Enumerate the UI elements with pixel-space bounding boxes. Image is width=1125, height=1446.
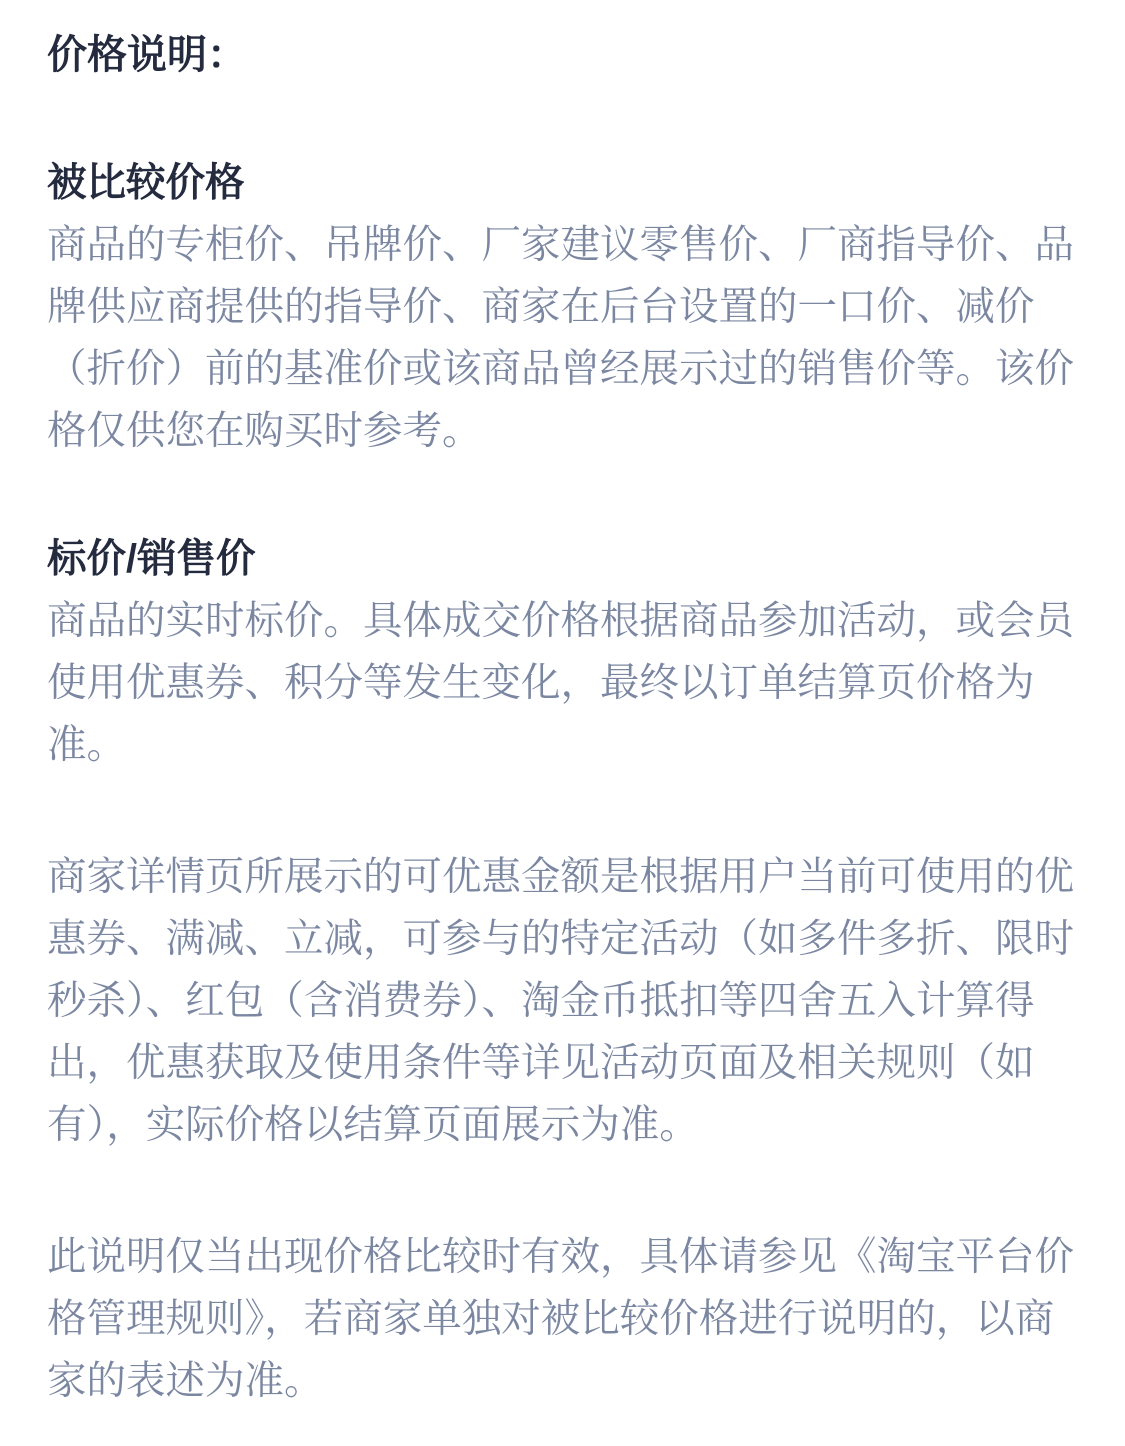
discount-amount-note-body: 商家详情页所展示的可优惠金额是根据用户当前可使用的优惠券、满减、立减，可参与的特定活动（如多件多折、限时秒杀）、红包（含消费券）、淘金币抵扣等四舍五入计算得出，优惠获取及使用条件等详见活动页面及相关规则（如有），实际价格以结算页面展示为准。 [47, 855, 1074, 1147]
section-validity-note [47, 1226, 1078, 1412]
compared-price-heading: 被比较价格 [47, 161, 245, 205]
validity-note-body: 此说明仅当出现价格比较时有效，具体请参见《淘宝平台价格管理规则》，若商家单独对被比较价格进行说明的，以商家的表述为准。 [47, 1235, 1074, 1403]
list-sale-price-heading: 标价/销售价 [47, 537, 256, 581]
compared-price-body: 商品的专柜价、吊牌价、厂家建议零售价、厂商指导价、品牌供应商提供的指导价、商家在后台设置的一口价、减价（折价）前的基准价或该商品曾经展示过的销售价等。该价格仅供您在购买时参考。 [47, 223, 1074, 453]
page-title: 价格说明： [47, 33, 247, 77]
list-sale-price-body: 商品的实时标价。具体成交价格根据商品参加活动，或会员使用优惠券、积分等发生变化，最终以订单结算页价格为准。 [47, 599, 1074, 767]
section-discount-amount-note [47, 846, 1078, 1156]
section-list-sale-price [47, 528, 1078, 776]
section-compared-price [47, 152, 1078, 462]
